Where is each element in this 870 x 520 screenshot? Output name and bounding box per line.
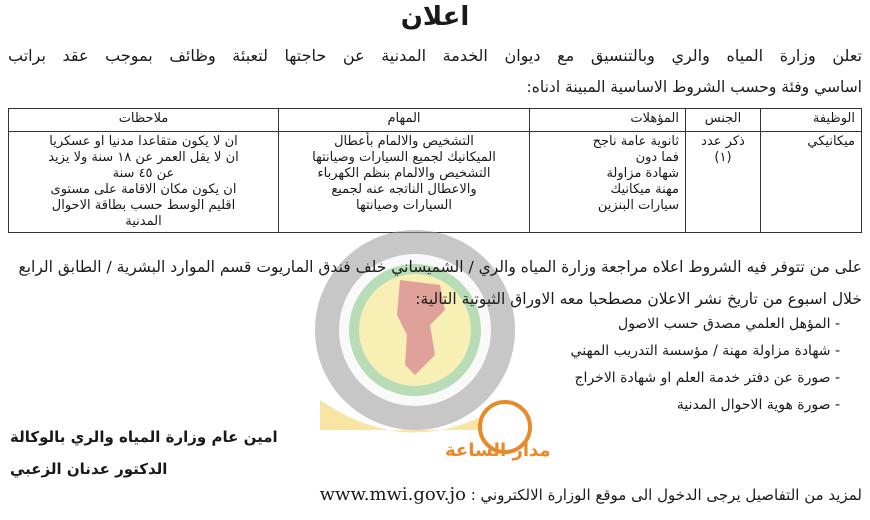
announcement-title: اعلان: [400, 2, 470, 32]
qualification-line: شهادة مزاولة: [606, 166, 679, 181]
document-item: - شهادة مزاولة مهنة / مؤسسة التدريب المهني: [570, 343, 840, 359]
gender-line: ذكر عدد: [701, 134, 745, 149]
header-tasks: المهام: [279, 109, 530, 132]
qualification-line: ثانوية عامة ناجح: [592, 134, 679, 149]
cell-tasks: [279, 132, 530, 233]
qualification-line: مهنة ميكانيك: [610, 182, 679, 197]
header-gender: الجنس: [686, 109, 761, 132]
signature-position: امين عام وزارة المياه والري بالوكالة: [10, 428, 278, 446]
qualification-line: فما دون: [635, 150, 679, 165]
header-job: الوظيفة: [761, 109, 862, 132]
task-line: والاعطال الناتجه عنه لجميع: [331, 182, 477, 197]
qualification-line: سيارات البنزين: [597, 198, 679, 213]
note-line: ان لا يكون متقاعدا مدنيا او عسكريا: [49, 134, 238, 149]
cell-notes: [9, 132, 279, 233]
document-item: - المؤهل العلمي مصدق حسب الاصول: [618, 316, 840, 332]
table-row: [9, 132, 862, 233]
header-notes: ملاحظات: [9, 109, 279, 132]
table-header-row: [9, 109, 862, 132]
watermark-logo: مدار الساعة: [445, 440, 551, 461]
gender-count: (١): [714, 150, 732, 165]
note-line: عن ٤٥ سنة: [112, 166, 175, 181]
note-line: ان لا يقل العمر عن ١٨ سنة ولا يزيد: [48, 150, 239, 165]
task-line: التشخيص والالمام بنظم الكهرباء: [317, 166, 491, 181]
job-table: [8, 108, 862, 233]
instructions-line-1: على من تتوفر فيه الشروط اعلاه مراجعة وزارة المياه والري / الشميساني خلف فندق الماريوت قسم الموارد البشرية / الطابق الرابع: [18, 258, 862, 276]
note-line: المدنية: [125, 214, 162, 229]
document-item: - صورة هوية الاحوال المدنية: [676, 397, 840, 413]
task-line: الميكانيك لجميع السيارات وصيانتها: [312, 150, 496, 165]
intro-line-2: اساسي وفئة وحسب الشروط الاساسية المبينة ادناه:: [526, 78, 862, 96]
document-item: - صورة عن دفتر خدمة العلم او شهادة الاخراج: [574, 370, 840, 386]
cell-job: ميكانيكي: [761, 132, 862, 233]
task-line: السيارات وصيانتها: [355, 198, 452, 213]
intro-line-1: تعلن وزارة المياه والري وبالتنسيق مع ديوان الخدمة المدنية عن حاجتها لتعبئة وظائف بموجب عقد براتب: [8, 46, 862, 65]
header-qualifications: المؤهلات: [530, 109, 686, 132]
footer-text: لمزيد من التفاصيل يرجى الدخول الى موقع الوزارة الالكتروني :: [470, 486, 862, 504]
note-line: اقليم الوسط حسب بطاقة الاحوال: [51, 198, 236, 213]
cell-gender: [686, 132, 761, 233]
website-link[interactable]: www.mwi.gov.jo: [319, 484, 466, 505]
note-line: ان يكون مكان الاقامة على مستوى: [50, 182, 237, 197]
signature-name: الدكتور عدنان الزعبي: [10, 460, 168, 478]
instructions-line-2: خلال اسبوع من تاريخ نشر الاعلان مصطحبا معه الاوراق الثبوتية التالية:: [415, 290, 862, 308]
cell-qualifications: [530, 132, 686, 233]
footer-line: [10, 484, 862, 505]
task-line: التشخيص والالمام بأعطال: [334, 134, 474, 149]
